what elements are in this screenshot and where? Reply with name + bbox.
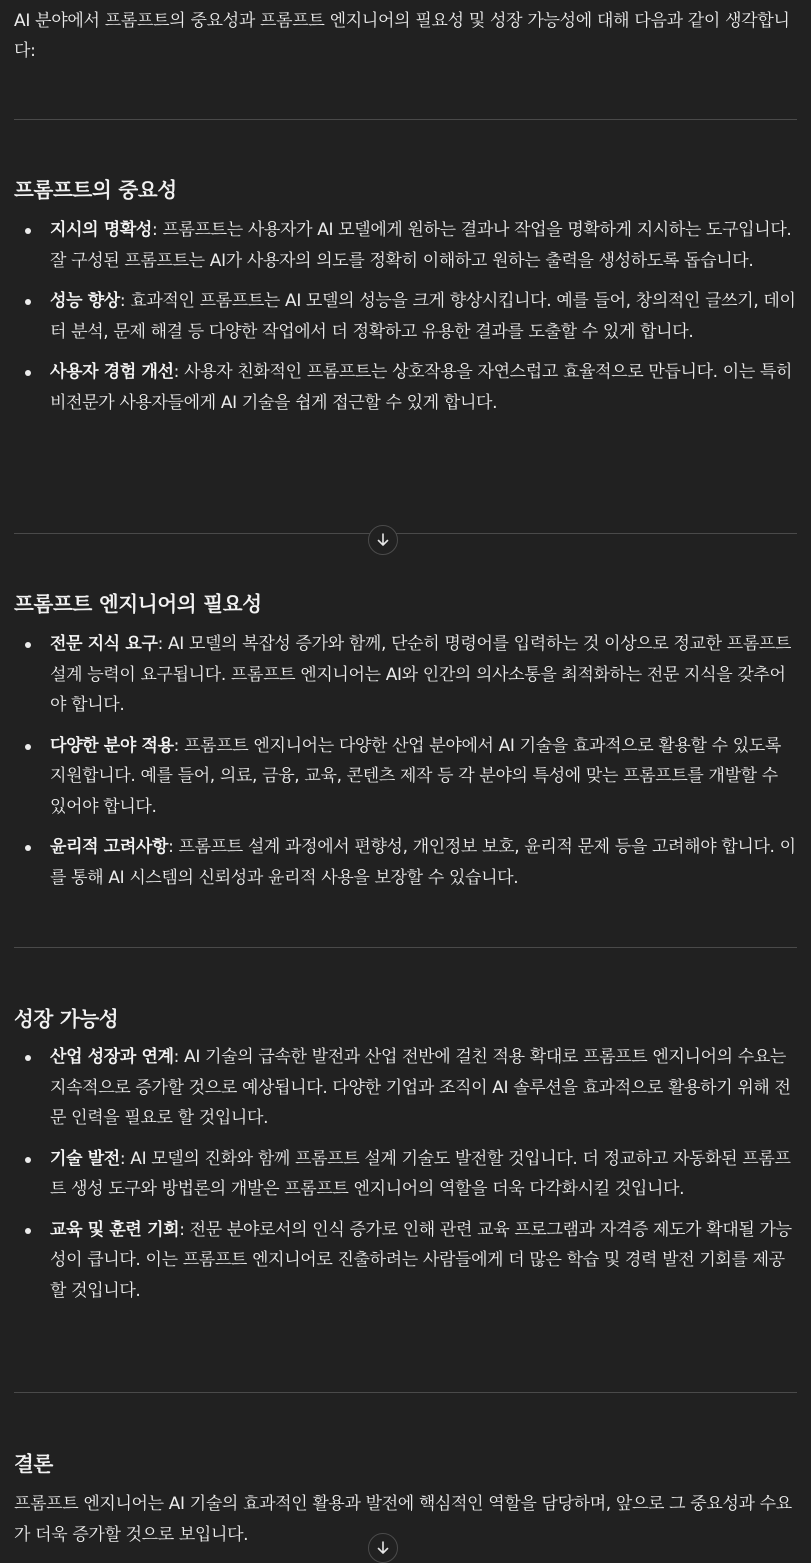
section-title-necessity: 프롬프트 엔지니어의 필요성 xyxy=(14,592,262,616)
item-term: 사용자 경험 개선 xyxy=(50,362,174,382)
conclusion-paragraph: 프롬프트 엔지니어는 AI 기술의 효과적인 활용과 발전에 핵심적인 역할을 담당하며, 앞으로 그 중요성과 수요가 더욱 증가할 것으로 보입니다. xyxy=(14,1494,792,1545)
item-text: : AI 기술의 급속한 발전과 산업 전반에 걸친 적용 확대로 프롬프트 엔지니어의 수요는 지속적으로 증가할 것으로 예상됩니다. 다양한 기업과 조직이 AI 솔루션을 효과적으로 활용하기 위해 전문 인력을 필요로 할 것입니다. xyxy=(50,1047,791,1128)
divider xyxy=(14,119,797,120)
list-item xyxy=(14,731,798,823)
divider xyxy=(14,1392,797,1393)
section-title-conclusion: 결론 xyxy=(14,1452,54,1476)
item-term: 기술 발전 xyxy=(50,1148,120,1169)
arrow-down-icon xyxy=(375,532,391,548)
list-item xyxy=(14,286,798,347)
list-item xyxy=(14,1144,798,1205)
growth-list xyxy=(14,1042,798,1316)
divider xyxy=(14,533,797,534)
item-term: 윤리적 고려사항 xyxy=(50,837,169,857)
list-item xyxy=(14,215,798,276)
divider xyxy=(14,947,797,948)
item-text: : AI 모델의 복잡성 증가와 함께, 단순히 명령어를 입력하는 것 이상으로 정교한 프롬프트 설계 능력이 요구됩니다. 프롬프트 엔지니어는 AI와 인간의 의사소통을 최적화하는 전문 지식을 갖추어야 합니다. xyxy=(50,634,792,715)
item-term: 다양한 분야 적용 xyxy=(50,735,174,756)
section-title-growth: 성장 가능성 xyxy=(14,1007,119,1031)
importance-list xyxy=(14,215,798,428)
scroll-down-button[interactable] xyxy=(368,525,398,555)
list-item xyxy=(14,1215,798,1307)
item-text: : 효과적인 프롬프트는 AI 모델의 성능을 크게 향상시킵니다. 예를 들어, 창의적인 글쓰기, 데이터 분석, 문제 해결 등 다양한 작업에서 더 정확하고 유용한 결과를 도출할 수 있게 합니다. xyxy=(50,291,796,342)
item-text: : 전문 분야로서의 인식 증가로 인해 관련 교육 프로그램과 자격증 제도가 확대될 가능성이 큽니다. 이는 프롬프트 엔지니어로 진출하려는 사람들에게 더 많은 학습 및 경력 발전 기회를 제공할 것입니다. xyxy=(50,1219,792,1301)
list-item xyxy=(14,629,798,721)
list-item xyxy=(14,1042,798,1134)
item-text: : AI 모델의 진화와 함께 프롬프트 설계 기술도 발전할 것입니다. 더 정교하고 자동화된 프롬프트 생성 도구와 방법론의 개발은 프롬프트 엔지니어의 역할을 더욱 다각화시킬 것입니다. xyxy=(50,1148,791,1199)
item-text: : 프롬프트 설계 과정에서 편향성, 개인정보 보호, 윤리적 문제 등을 고려해야 합니다. 이를 통해 AI 시스템의 신뢰성과 윤리적 사용을 보장할 수 있습니다. xyxy=(50,837,796,888)
list-item xyxy=(14,357,798,418)
intro-paragraph: AI 분야에서 프롬프트의 중요성과 프롬프트 엔지니어의 필요성 및 성장 가능성에 대해 다음과 같이 생각합니다: xyxy=(14,11,790,61)
item-term: 성능 향상 xyxy=(50,291,120,311)
necessity-list xyxy=(14,629,798,903)
item-term: 지시의 명확성 xyxy=(50,220,153,240)
item-text: : 사용자 친화적인 프롬프트는 상호작용을 자연스럽고 효율적으로 만듭니다. 이는 특히 비전문가 사용자들에게 AI 기술을 쉽게 접근할 수 있게 합니다. xyxy=(50,362,793,413)
item-text: : 프롬프트는 사용자가 AI 모델에게 원하는 결과나 작업을 명확하게 지시하는 도구입니다. 잘 구성된 프롬프트는 AI가 사용자의 의도를 정확히 이해하고 원하는 출력을 생성하도록 돕습니다. xyxy=(50,220,792,271)
item-text: : 프롬프트 엔지니어는 다양한 산업 분야에서 AI 기술을 효과적으로 활용할 수 있도록 지원합니다. 예를 들어, 의료, 금융, 교육, 콘텐츠 제작 등 각 분야의 특성에 맞는 프롬프트를 개발할 수 있어야 합니다. xyxy=(50,735,781,817)
list-item xyxy=(14,832,798,893)
scroll-down-button[interactable] xyxy=(368,1533,398,1563)
item-term: 전문 지식 요구 xyxy=(50,634,158,654)
section-title-importance: 프롬프트의 중요성 xyxy=(14,178,177,202)
item-term: 교육 및 훈련 기회 xyxy=(50,1219,180,1240)
arrow-down-icon xyxy=(375,1540,391,1556)
assistant-message xyxy=(14,0,798,66)
item-term: 산업 성장과 연계 xyxy=(50,1047,174,1067)
